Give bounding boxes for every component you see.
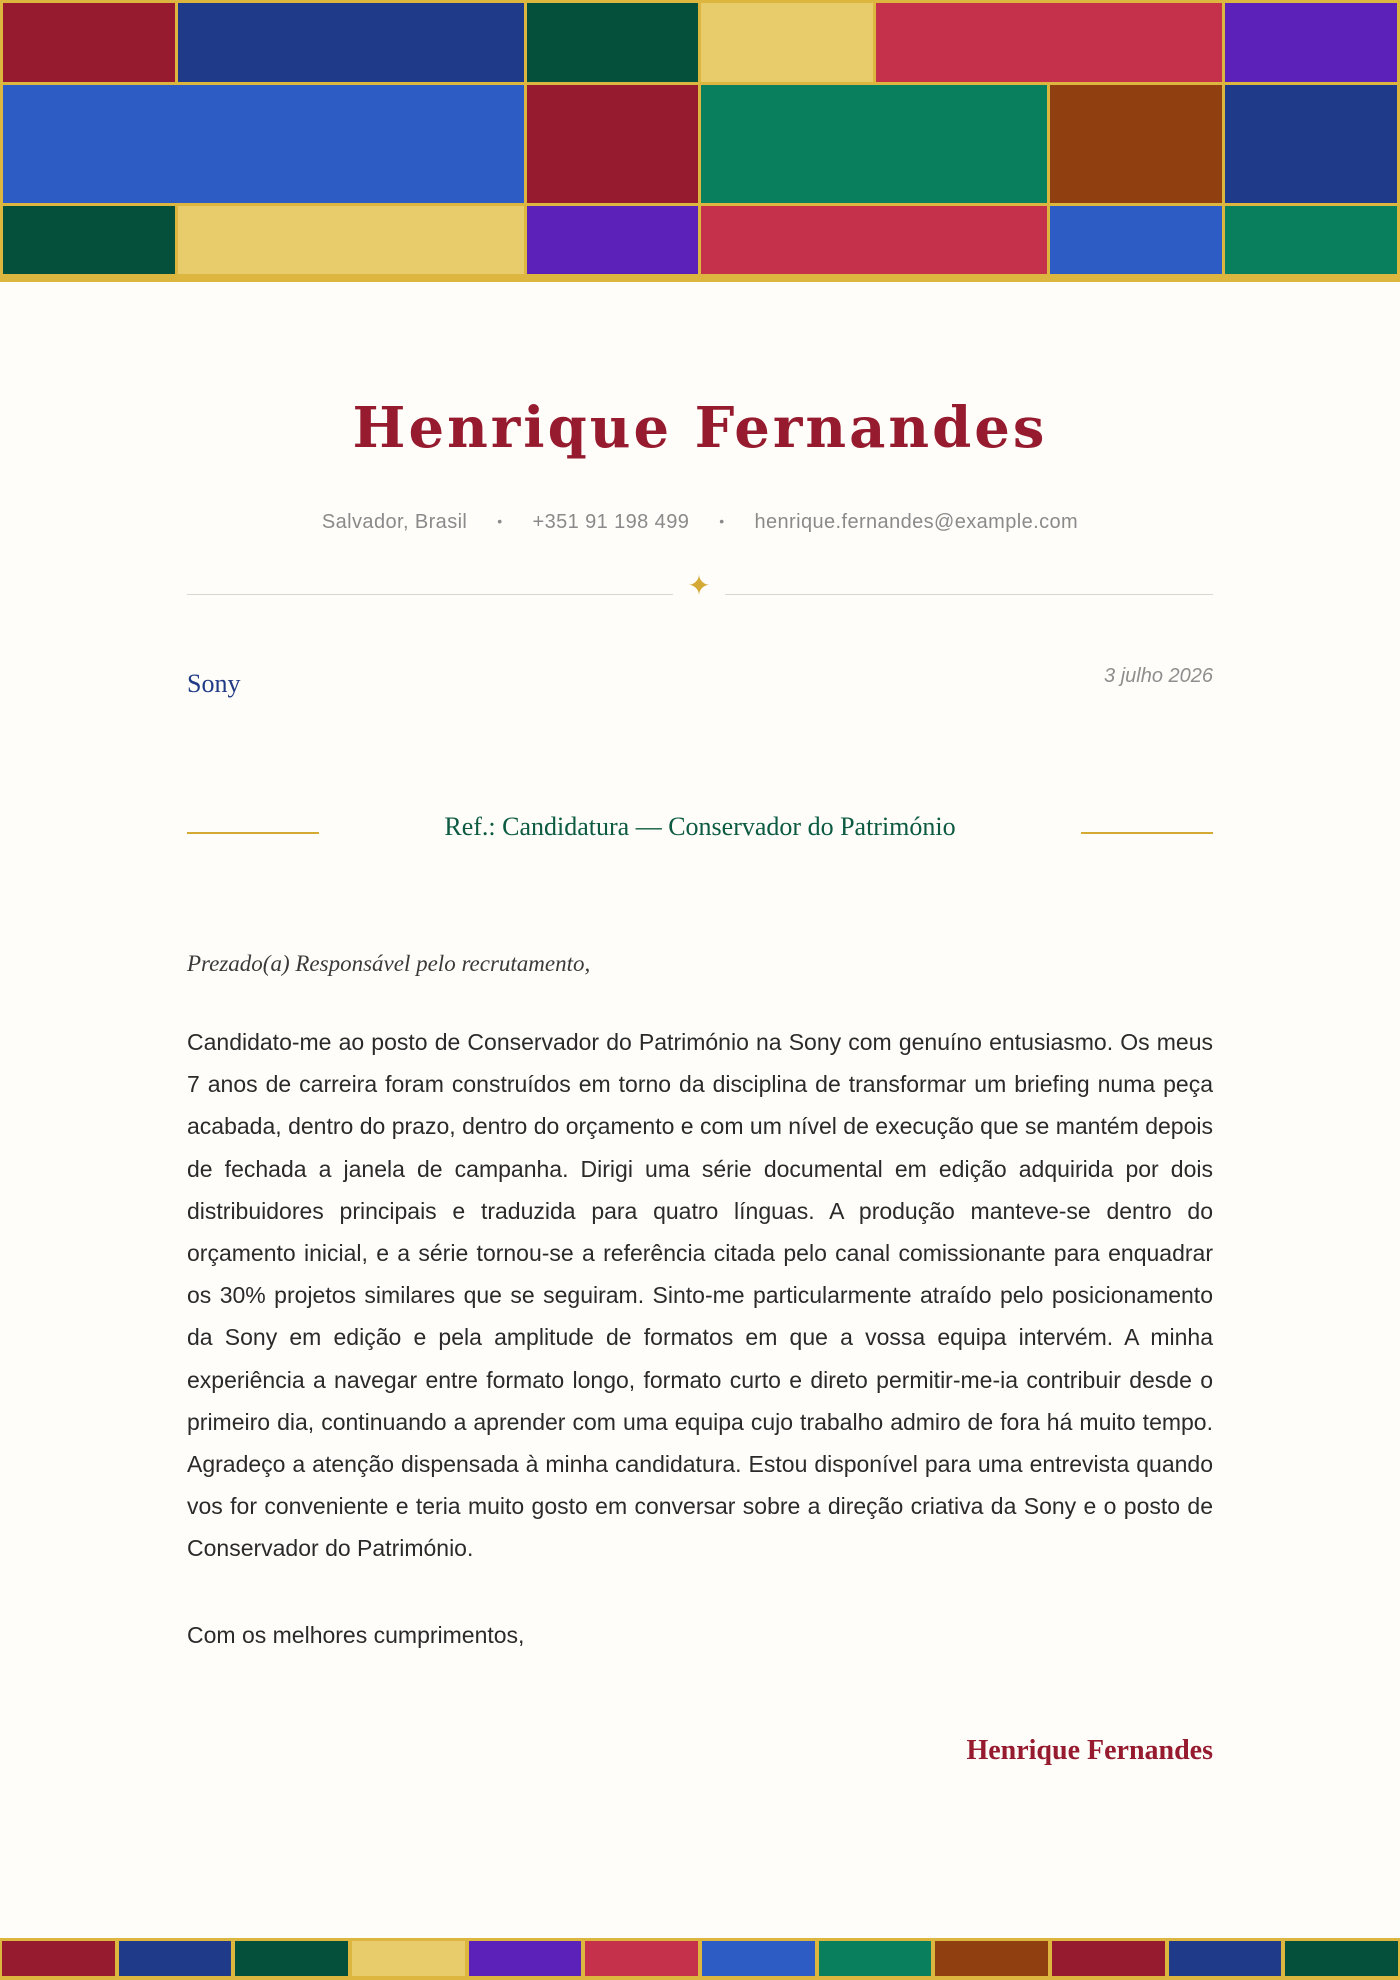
mosaic-tile	[527, 3, 698, 82]
mosaic-tile	[876, 3, 1222, 82]
contact-phone: +351 91 198 499	[532, 511, 690, 533]
mosaic-tile	[178, 206, 524, 274]
divider-left-rule	[187, 594, 673, 595]
divider-right-rule	[725, 594, 1213, 595]
strip-cell	[352, 1941, 465, 1976]
contact-line	[0, 511, 1400, 534]
subject-block	[187, 812, 1213, 852]
mosaic-tile	[527, 206, 698, 274]
strip-cell	[935, 1941, 1048, 1976]
subject-line: Ref.: Candidatura — Conservador do Património	[444, 812, 956, 841]
footer-strip	[0, 1938, 1400, 1980]
recipient-company: Sony	[187, 669, 241, 698]
mosaic-tile	[1225, 206, 1397, 274]
strip-cell	[585, 1941, 698, 1976]
strip-cell	[469, 1941, 582, 1976]
mosaic-tile	[3, 206, 175, 274]
mosaic-tile	[1050, 206, 1222, 274]
mosaic-tile	[1225, 3, 1397, 82]
strip-cell	[1052, 1941, 1165, 1976]
header-mosaic	[0, 0, 1400, 282]
closing-line: Com os melhores cumprimentos,	[187, 1622, 525, 1648]
mosaic-tile	[527, 85, 698, 203]
salutation: Prezado(a) Responsável pelo recrutamento,	[187, 951, 591, 976]
subject-right-rule	[1081, 832, 1213, 834]
strip-cell	[819, 1941, 932, 1976]
signature: Henrique Fernandes	[966, 1735, 1213, 1766]
sender-name: Henrique Fernandes	[352, 395, 1048, 461]
contact-email: henrique.fernandes@example.com	[754, 511, 1079, 533]
letter-body: Candidato-me ao posto de Conservador do Património na Sony com genuíno entusiasmo. Os meus 7 anos de carreira foram construídos em torno da disciplina de transformar um briefing numa peça acabada, dentro do prazo, dentro do orçamento e com um nível de execução que se mantém depois de fechada a janela de campanha. Dirigi uma série documental em edição adquirida por dois distribuidores principais e traduzida para quatro línguas. A produção manteve-se dentro do orçamento inicial, e a série tornou-se a referência citada pelo canal comissionante para enquadrar os 30% projetos similares que se seguiram. Sinto-me particularmente atraído pelo posicionamento da Sony em edição e pela amplitude de formatos em que a vossa equipa intervém. A minha experiência a navegar entre formato longo, formato curto e direto permitir-me-ia contribuir desde o primeiro dia, continuando a aprender com uma equipa cujo trabalho admiro de fora há muito tempo. Agradeço a atenção dispensada à minha candidatura. Estou disponível para uma entrevista quando vos for conveniente e teria muito gosto em conversar sobre a direção criativa da Sony e o posto de Conservador do Património.	[187, 1029, 1213, 1562]
letter-date: 3 julho 2026	[1104, 665, 1213, 687]
strip-cell	[702, 1941, 815, 1976]
mosaic-tile	[1050, 85, 1222, 203]
mosaic-tile	[701, 206, 1047, 274]
contact-location: Salvador, Brasil	[321, 511, 468, 533]
mosaic-tile	[1225, 85, 1397, 203]
mosaic-tile	[3, 85, 524, 203]
contact-separator-icon: •	[497, 513, 503, 529]
strip-cell	[235, 1941, 348, 1976]
mosaic-tile	[178, 3, 524, 82]
strip-cell	[1169, 1941, 1282, 1976]
mosaic-tile	[701, 85, 1047, 203]
mosaic-tile	[701, 3, 873, 82]
four-point-star-icon: ✦	[687, 569, 711, 602]
strip-cell	[2, 1941, 115, 1976]
strip-cell	[119, 1941, 232, 1976]
contact-separator-icon: •	[719, 513, 725, 529]
strip-cell	[1285, 1941, 1398, 1976]
mosaic-tile	[3, 3, 175, 82]
